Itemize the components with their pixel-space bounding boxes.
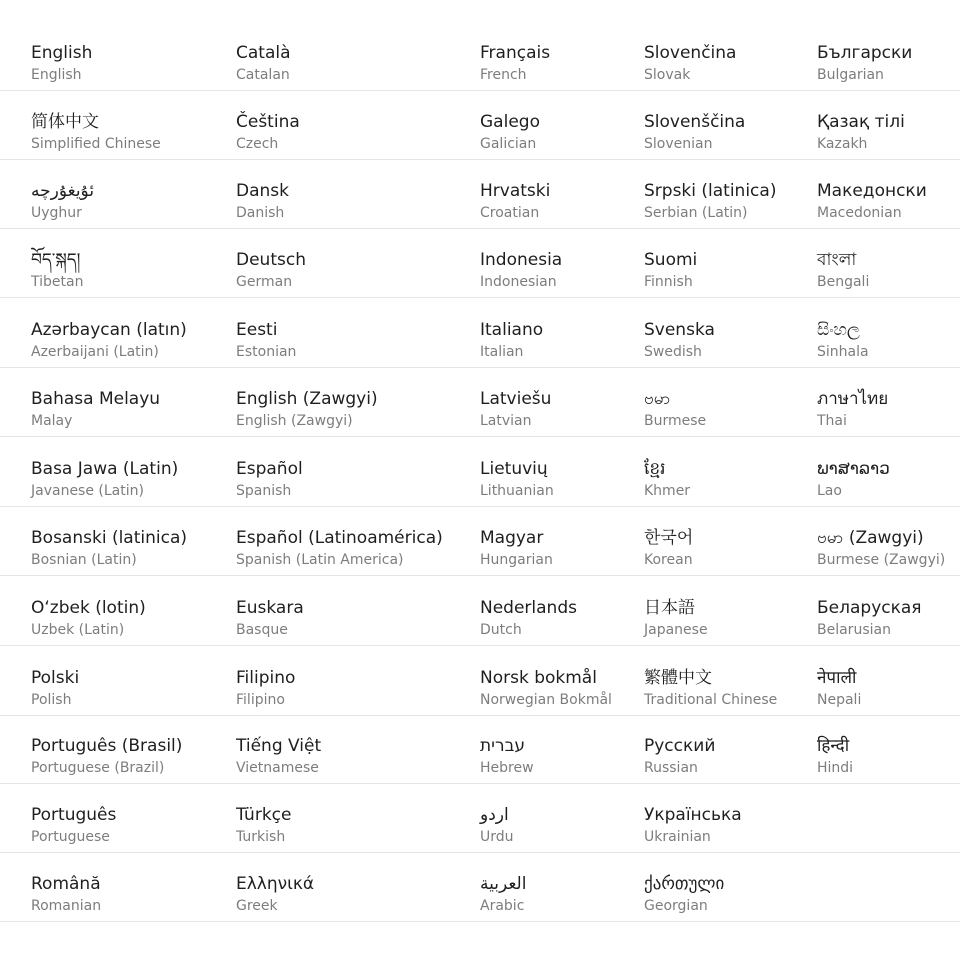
language-option-english[interactable] (31, 21, 221, 90)
language-option-japanese[interactable] (644, 576, 809, 645)
language-native-name: Dansk (236, 181, 289, 201)
language-english-name: Khmer (644, 483, 691, 499)
language-option-romanian[interactable] (31, 852, 221, 921)
language-option-slovak[interactable] (644, 21, 809, 90)
language-row (0, 437, 960, 507)
language-english-name: Russian (644, 760, 698, 776)
language-english-name: Azerbaijani (Latin) (31, 344, 159, 360)
language-english-name: Catalan (236, 67, 290, 83)
language-option-basque[interactable] (236, 576, 466, 645)
language-native-name: Türkçe (236, 805, 292, 825)
language-english-name: Serbian (Latin) (644, 205, 748, 221)
language-option-indonesian[interactable] (480, 228, 635, 297)
language-english-name: Portuguese (31, 829, 110, 845)
language-english-name: Thai (817, 413, 847, 429)
language-option-catalan[interactable] (236, 21, 466, 90)
language-option-bulgarian[interactable] (817, 21, 960, 90)
language-native-name: 日本語 (644, 598, 695, 618)
language-option-vietnamese[interactable] (236, 714, 466, 783)
language-native-name: བོད་སྐད། (31, 250, 81, 270)
language-option-english-zawgyi[interactable] (236, 367, 466, 436)
language-row (0, 367, 960, 437)
language-english-name: Tibetan (31, 274, 84, 290)
language-english-name: Vietnamese (236, 760, 319, 776)
language-english-name: Bosnian (Latin) (31, 552, 137, 568)
language-row (0, 852, 960, 922)
language-english-name: Lithuanian (480, 483, 554, 499)
language-option-burmese-zawgyi[interactable] (817, 506, 960, 575)
language-option-urdu[interactable] (480, 783, 635, 852)
language-native-name: Oʻzbek (lotin) (31, 598, 146, 618)
language-english-name: Ukrainian (644, 829, 711, 845)
language-option-arabic[interactable] (480, 852, 635, 921)
language-option-hindi[interactable] (817, 714, 960, 783)
language-native-name: Slovenčina (644, 43, 737, 63)
language-native-name: Bahasa Melayu (31, 389, 161, 409)
language-row (0, 783, 960, 853)
language-native-name: Čeština (236, 112, 300, 132)
language-english-name: Croatian (480, 205, 540, 221)
language-option-russian[interactable] (644, 714, 809, 783)
language-native-name: Suomi (644, 250, 698, 270)
language-english-name: Spanish (236, 483, 292, 499)
language-native-name: Bosanski (latinica) (31, 528, 187, 548)
language-english-name: Czech (236, 136, 279, 152)
language-option-burmese[interactable] (644, 367, 809, 436)
language-option-portuguese[interactable] (31, 783, 221, 852)
language-english-name: English (31, 67, 82, 83)
language-native-name: Hrvatski (480, 181, 551, 201)
language-english-name: Traditional Chinese (644, 692, 778, 708)
language-english-name: Slovak (644, 67, 691, 83)
language-native-name: Français (480, 43, 551, 63)
language-native-name: Srpski (latinica) (644, 181, 777, 201)
language-option-traditional-chinese[interactable] (644, 646, 809, 715)
language-native-name: Português (Brasil) (31, 736, 183, 756)
language-option-sinhala[interactable] (817, 298, 960, 367)
language-english-name: French (480, 67, 527, 83)
language-english-name: Hebrew (480, 760, 534, 776)
language-english-name: Galician (480, 136, 537, 152)
language-option-thai[interactable] (817, 367, 960, 436)
language-english-name: Turkish (236, 829, 286, 845)
language-option-bosnian-latin[interactable] (31, 506, 221, 575)
language-native-name: Indonesia (480, 250, 563, 270)
language-native-name: ພາສາລາວ (817, 459, 890, 479)
language-english-name: Sinhala (817, 344, 869, 360)
language-option-bengali[interactable] (817, 228, 960, 297)
language-option-azerbaijani-latin[interactable] (31, 298, 221, 367)
language-english-name: Bulgarian (817, 67, 884, 83)
language-english-name: Malay (31, 413, 73, 429)
language-native-name: Deutsch (236, 250, 306, 270)
language-english-name: Greek (236, 898, 278, 914)
language-english-name: Uyghur (31, 205, 82, 221)
language-native-name: ภาษาไทย (817, 389, 889, 409)
language-english-name: Hindi (817, 760, 854, 776)
language-native-name: Беларуская (817, 598, 922, 618)
language-english-name: Burmese (644, 413, 707, 429)
language-option-uzbek-latin[interactable] (31, 576, 221, 645)
language-option-polish[interactable] (31, 646, 221, 715)
language-option-khmer[interactable] (644, 437, 809, 506)
language-option-danish[interactable] (236, 159, 466, 228)
language-native-name: Қазақ тілі (817, 112, 905, 132)
language-option-korean[interactable] (644, 506, 809, 575)
language-option-lao[interactable] (817, 437, 960, 506)
language-english-name: Slovenian (644, 136, 713, 152)
language-english-name: Dutch (480, 622, 522, 638)
language-english-name: Javanese (Latin) (31, 483, 144, 499)
language-row (0, 159, 960, 229)
language-option-tibetan[interactable] (31, 228, 221, 297)
language-native-name: Magyar (480, 528, 544, 548)
language-row (0, 228, 960, 298)
language-option-spanish-latin-america[interactable] (236, 506, 466, 575)
language-option-swedish[interactable] (644, 298, 809, 367)
language-english-name: Macedonian (817, 205, 902, 221)
language-english-name: Nepali (817, 692, 862, 708)
language-native-name: 繁體中文 (644, 668, 712, 688)
language-native-name: ဗမာ (644, 389, 671, 409)
language-english-name: Swedish (644, 344, 702, 360)
language-native-name: Azərbaycan (latın) (31, 320, 187, 340)
language-english-name: German (236, 274, 293, 290)
language-english-name: Lao (817, 483, 842, 499)
language-english-name: Arabic (480, 898, 525, 914)
language-option-latvian[interactable] (480, 367, 635, 436)
language-english-name: Norwegian Bokmål (480, 692, 612, 708)
language-option-uyghur[interactable] (31, 159, 221, 228)
language-native-name: Slovenščina (644, 112, 746, 132)
language-native-name: ქართული (644, 874, 725, 894)
language-option-finnish[interactable] (644, 228, 809, 297)
language-native-name: اردو (480, 805, 509, 825)
language-option-georgian[interactable] (644, 852, 809, 921)
language-native-name: ဗမာ (Zawgyi) (817, 528, 924, 548)
language-native-name: Română (31, 874, 101, 894)
language-option-dutch[interactable] (480, 576, 635, 645)
language-option-hungarian[interactable] (480, 506, 635, 575)
language-english-name: Uzbek (Latin) (31, 622, 125, 638)
language-english-name: Indonesian (480, 274, 557, 290)
language-native-name: Македонски (817, 181, 927, 201)
language-option-nepali[interactable] (817, 646, 960, 715)
language-native-name: Español (236, 459, 303, 479)
language-native-name: සිංහල (817, 320, 860, 340)
language-option-javanese-latin[interactable] (31, 437, 221, 506)
language-option-hebrew[interactable] (480, 714, 635, 783)
language-option-simplified-chinese[interactable] (31, 90, 221, 159)
language-option-ukrainian[interactable] (644, 783, 809, 852)
language-english-name: Japanese (644, 622, 708, 638)
language-english-name: Portuguese (Brazil) (31, 760, 165, 776)
language-english-name: Georgian (644, 898, 708, 914)
language-native-name: ئۇيغۇرچە (31, 181, 95, 201)
language-native-name: Basa Jawa (Latin) (31, 459, 179, 479)
language-english-name: Polish (31, 692, 72, 708)
language-native-name: हिन्दी (817, 736, 850, 756)
language-option-filipino[interactable] (236, 646, 466, 715)
language-native-name: Filipino (236, 668, 296, 688)
language-native-name: עברית (480, 736, 526, 756)
language-native-name: Norsk bokmål (480, 668, 597, 688)
language-option-greek[interactable] (236, 852, 466, 921)
language-native-name: Italiano (480, 320, 544, 340)
language-native-name: ខ្មែរ (644, 459, 666, 479)
language-english-name: Romanian (31, 898, 102, 914)
language-english-name: Finnish (644, 274, 693, 290)
language-native-name: Lietuvių (480, 459, 548, 479)
language-native-name: नेपाली (817, 668, 857, 688)
language-option-slovenian[interactable] (644, 90, 809, 159)
language-native-name: Nederlands (480, 598, 577, 618)
language-option-serbian-latin[interactable] (644, 159, 809, 228)
language-english-name: Latvian (480, 413, 532, 429)
language-native-name: English (31, 43, 93, 63)
language-native-name: العربية (480, 874, 527, 894)
language-english-name: Urdu (480, 829, 514, 845)
language-native-name: Eesti (236, 320, 278, 340)
language-row (0, 298, 960, 368)
language-option-portuguese-brazil[interactable] (31, 714, 221, 783)
language-native-name: Português (31, 805, 117, 825)
language-english-name: English (Zawgyi) (236, 413, 353, 429)
language-native-name: Українська (644, 805, 742, 825)
language-english-name: Belarusian (817, 622, 891, 638)
language-option-estonian[interactable] (236, 298, 466, 367)
language-native-name: 简体中文 (31, 112, 99, 132)
language-native-name: Svenska (644, 320, 715, 340)
language-native-name: Euskara (236, 598, 304, 618)
language-english-name: Burmese (Zawgyi) (817, 552, 946, 568)
language-native-name: Български (817, 43, 913, 63)
language-english-name: Kazakh (817, 136, 868, 152)
language-row (0, 714, 960, 784)
language-english-name: Basque (236, 622, 288, 638)
language-english-name: Hungarian (480, 552, 553, 568)
language-english-name: Simplified Chinese (31, 136, 161, 152)
language-option-macedonian[interactable] (817, 159, 960, 228)
language-option-galician[interactable] (480, 90, 635, 159)
language-option-czech[interactable] (236, 90, 466, 159)
language-option-lithuanian[interactable] (480, 437, 635, 506)
language-native-name: Ελληνικά (236, 874, 315, 894)
language-row (0, 576, 960, 646)
language-english-name: Filipino (236, 692, 285, 708)
language-native-name: Tiếng Việt (236, 736, 322, 756)
language-row (0, 90, 960, 160)
language-english-name: Italian (480, 344, 524, 360)
language-english-name: Korean (644, 552, 693, 568)
language-row (0, 506, 960, 576)
language-native-name: English (Zawgyi) (236, 389, 378, 409)
language-native-name: Español (Latinoamérica) (236, 528, 443, 548)
language-english-name: Bengali (817, 274, 870, 290)
language-english-name: Danish (236, 205, 285, 221)
language-option-croatian[interactable] (480, 159, 635, 228)
language-english-name: Estonian (236, 344, 297, 360)
language-option-spanish[interactable] (236, 437, 466, 506)
language-native-name: Català (236, 43, 291, 63)
language-native-name: Polski (31, 668, 80, 688)
language-option-french[interactable] (480, 21, 635, 90)
language-row (0, 646, 960, 716)
language-row (0, 21, 960, 91)
language-native-name: Galego (480, 112, 540, 132)
language-option-malay[interactable] (31, 367, 221, 436)
language-native-name: Latviešu (480, 389, 552, 409)
language-english-name: Spanish (Latin America) (236, 552, 404, 568)
language-option-norwegian-bokmal[interactable] (480, 646, 635, 715)
language-option-belarusian[interactable] (817, 576, 960, 645)
language-option-italian[interactable] (480, 298, 635, 367)
language-option-german[interactable] (236, 228, 466, 297)
language-native-name: 한국어 (644, 528, 694, 548)
language-native-name: Русский (644, 736, 716, 756)
language-option-kazakh[interactable] (817, 90, 960, 159)
language-native-name: বাংলা (817, 250, 857, 270)
language-option-turkish[interactable] (236, 783, 466, 852)
